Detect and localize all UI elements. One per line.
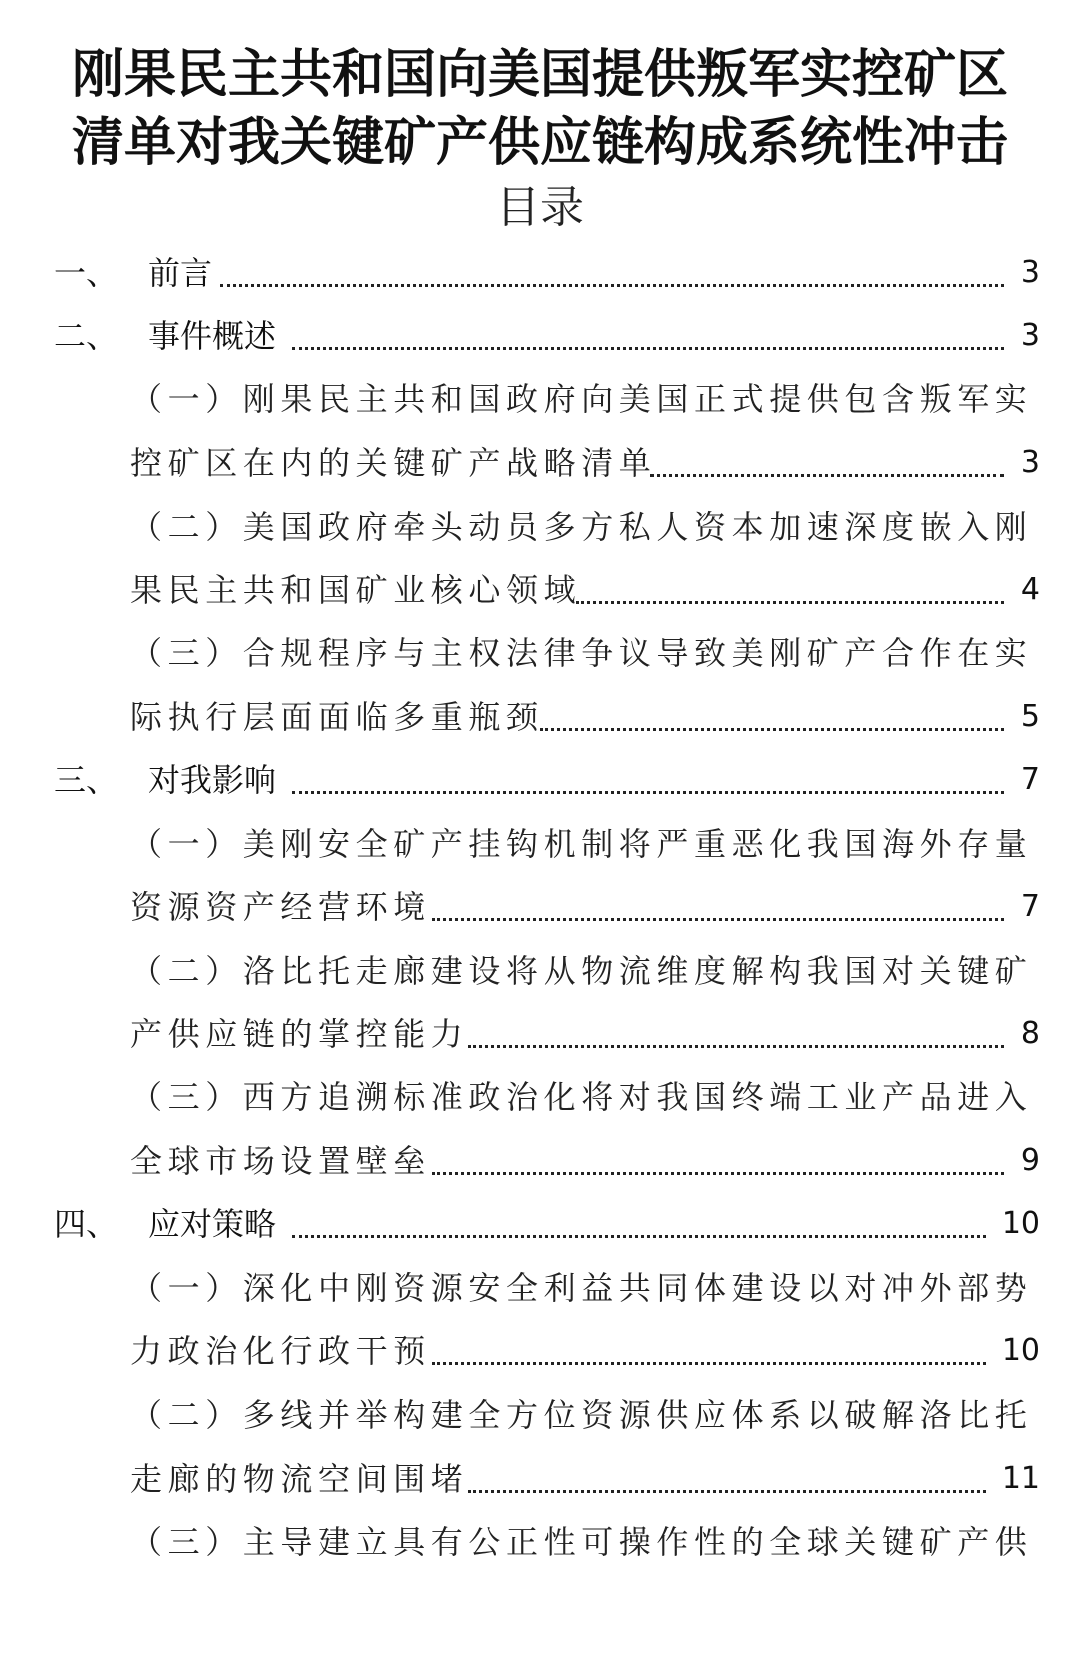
toc-leader-dots [292, 791, 1004, 794]
toc-entry-3-1-line-2[interactable] [0, 874, 1080, 940]
toc-section-number: 三、 [54, 761, 119, 799]
toc-entry-section-4[interactable] [0, 1191, 1080, 1257]
toc-section-number: 四、 [54, 1205, 119, 1243]
toc-entry-2-1-line-2[interactable] [0, 430, 1080, 496]
toc-subsection-text: 力政治化行政干预 [130, 1332, 431, 1370]
toc-leader-dots [650, 474, 1004, 477]
toc-page-number: 7 [1020, 762, 1040, 797]
toc-section-label: 对我影响 [148, 761, 277, 799]
toc-leader-dots [432, 918, 1004, 921]
toc-subsection-text: （二）多线并举构建全方位资源供应体系以破解洛比托 [130, 1396, 1033, 1434]
toc-leader-dots [432, 1172, 1004, 1175]
toc-entry-2-2-line-1[interactable] [0, 494, 1080, 560]
document-title-line-1: 刚果民主共和国向美国提供叛军实控矿区 [71, 44, 1008, 105]
toc-entry-section-3[interactable] [0, 747, 1080, 813]
toc-page-number: 4 [1020, 572, 1040, 607]
toc-entry-3-3-line-1[interactable] [0, 1064, 1080, 1130]
toc-entry-2-2-line-2[interactable] [0, 557, 1080, 623]
document-title-line-2: 清单对我关键矿产供应链构成系统性冲击 [71, 112, 1008, 173]
toc-leader-dots [220, 284, 1004, 287]
toc-subsection-text: （一）刚果民主共和国政府向美国正式提供包含叛军实 [130, 380, 1033, 418]
toc-leader-dots [540, 728, 1004, 731]
toc-entry-2-3-line-2[interactable] [0, 684, 1080, 750]
toc-subsection-text: （三）西方追溯标准政治化将对我国终端工业产品进入 [130, 1078, 1033, 1116]
toc-subsection-text: 资源资产经营环境 [130, 888, 431, 926]
toc-subsection-text: （一）深化中刚资源安全利益共同体建设以对冲外部势 [130, 1269, 1033, 1307]
toc-subsection-text: 控矿区在内的关键矿产战略清单 [130, 444, 657, 482]
toc-leader-dots [468, 1045, 1004, 1048]
toc-entry-3-1-line-1[interactable] [0, 811, 1080, 877]
toc-page-number: 9 [1020, 1143, 1040, 1178]
toc-page-number: 7 [1020, 889, 1040, 924]
toc-entry-3-2-line-1[interactable] [0, 938, 1080, 1004]
toc-entry-4-1-line-1[interactable] [0, 1255, 1080, 1321]
toc-entry-section-1[interactable] [0, 240, 1080, 306]
toc-page-number: 8 [1020, 1016, 1040, 1051]
toc-subsection-text: 走廊的物流空间围堵 [130, 1460, 469, 1498]
toc-section-label: 前言 [148, 254, 213, 292]
toc-leader-dots [576, 601, 1004, 604]
toc-entry-2-1-line-1[interactable] [0, 366, 1080, 432]
toc-page-number: 10 [1001, 1333, 1040, 1368]
toc-heading: 目录 [496, 182, 584, 233]
toc-page-number: 3 [1020, 318, 1040, 353]
toc-entry-3-2-line-2[interactable] [0, 1001, 1080, 1067]
toc-page-number: 11 [1001, 1461, 1040, 1496]
toc-subsection-text: 产供应链的掌控能力 [130, 1015, 469, 1053]
toc-leader-dots [432, 1362, 986, 1365]
toc-page-number: 3 [1020, 255, 1040, 290]
toc-leader-dots [292, 1235, 986, 1238]
toc-section-label: 应对策略 [148, 1205, 277, 1243]
toc-entry-section-2[interactable] [0, 303, 1080, 369]
toc-subsection-text: （二）洛比托走廊建设将从物流维度解构我国对关键矿 [130, 952, 1033, 990]
toc-entry-4-2-line-1[interactable] [0, 1382, 1080, 1448]
toc-subsection-text: 全球市场设置壁垒 [130, 1142, 431, 1180]
toc-subsection-text: （三）主导建立具有公正性可操作性的全球关键矿产供 [130, 1523, 1033, 1561]
toc-subsection-text: （一）美刚安全矿产挂钩机制将严重恶化我国海外存量 [130, 825, 1033, 863]
toc-page-number: 10 [1001, 1206, 1040, 1241]
toc-subsection-text: （二）美国政府牵头动员多方私人资本加速深度嵌入刚 [130, 508, 1033, 546]
toc-entry-4-1-line-2[interactable] [0, 1318, 1080, 1384]
toc-section-number: 一、 [54, 254, 119, 292]
toc-entry-4-2-line-2[interactable] [0, 1446, 1080, 1512]
toc-page-number: 3 [1020, 445, 1040, 480]
toc-subsection-text: （三）合规程序与主权法律争议导致美刚矿产合作在实 [130, 634, 1033, 672]
toc-subsection-text: 际执行层面面临多重瓶颈 [130, 698, 544, 736]
toc-entry-4-3-line-1[interactable] [0, 1509, 1080, 1575]
toc-section-number: 二、 [54, 317, 119, 355]
toc-entry-3-3-line-2[interactable] [0, 1128, 1080, 1194]
toc-page-number: 5 [1020, 699, 1040, 734]
toc-section-label: 事件概述 [148, 317, 277, 355]
toc-leader-dots [292, 347, 1004, 350]
toc-entry-2-3-line-1[interactable] [0, 620, 1080, 686]
toc-leader-dots [468, 1490, 986, 1493]
toc-subsection-text: 果民主共和国矿业核心领域 [130, 571, 582, 609]
